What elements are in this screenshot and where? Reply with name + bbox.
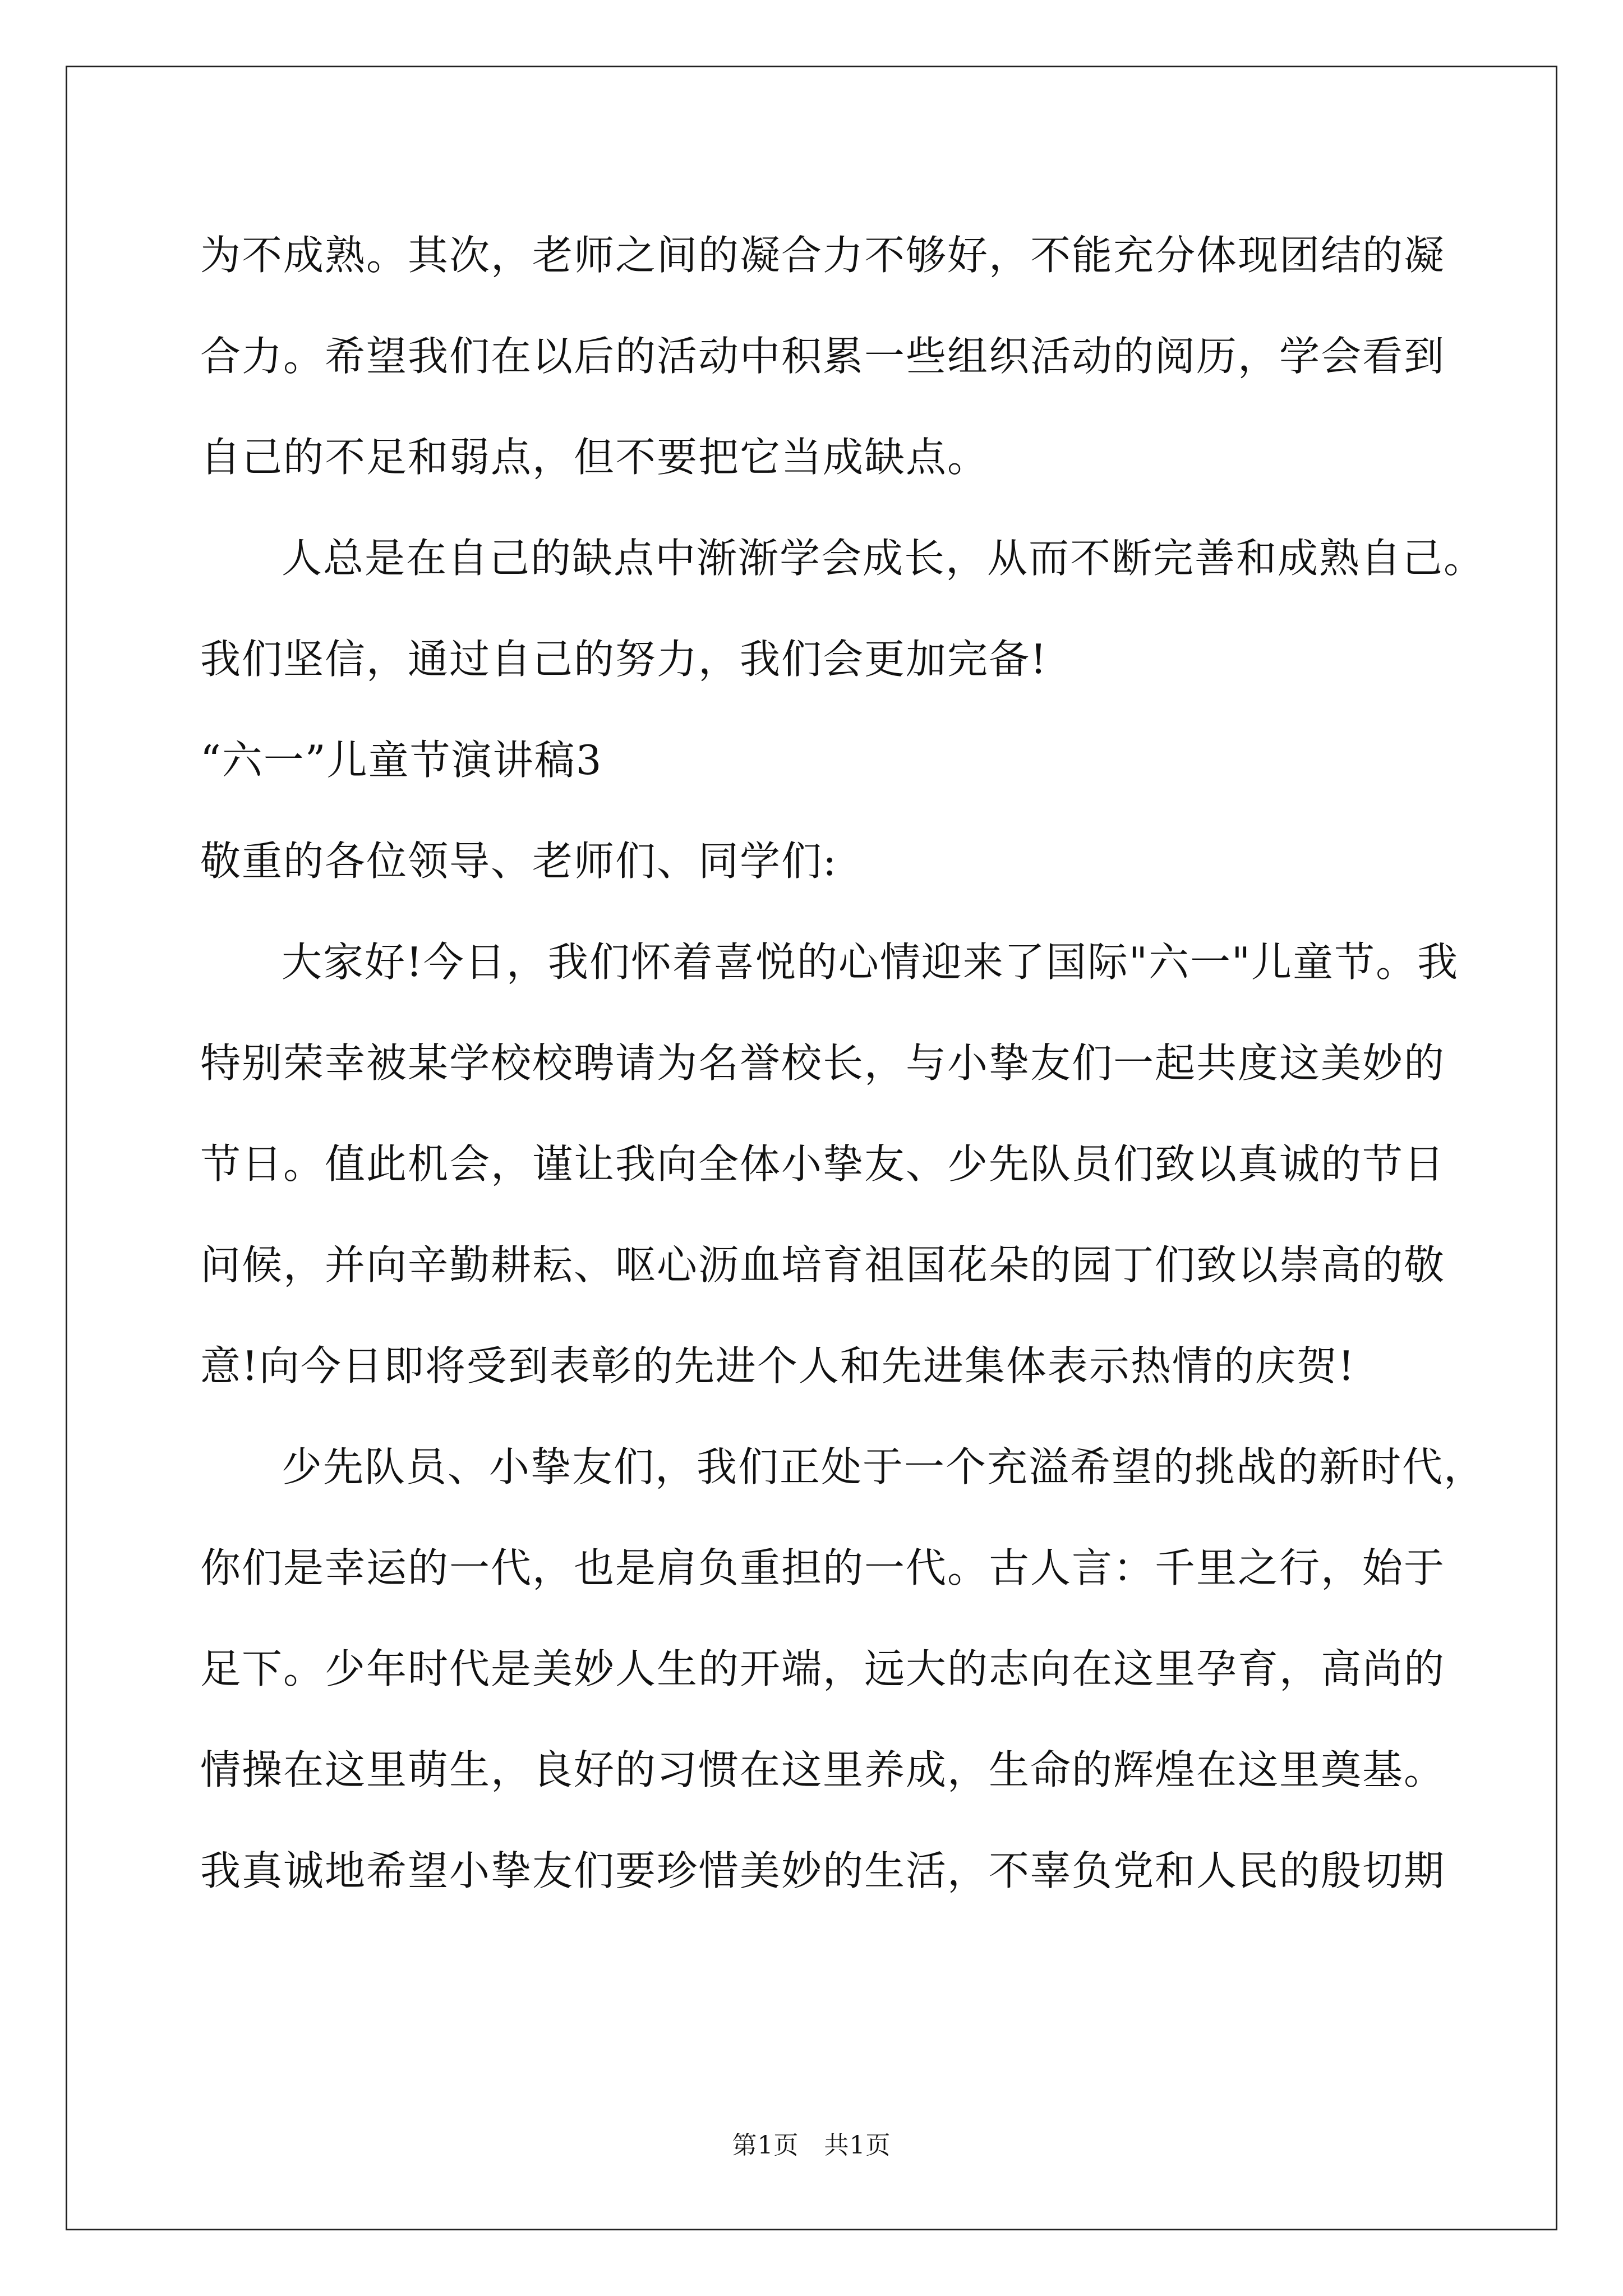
text-line: 我们坚信，通过自己的努力，我们会更加完备! xyxy=(200,636,1048,683)
text-line: 合力。希望我们在以后的活动中积累一些组织活动的阅历，学会看到 xyxy=(200,333,1446,380)
page-footer: 第1页 共1页 xyxy=(732,2131,891,2160)
text-line: 你们是幸运的一代，也是肩负重担的一代。古人言：千里之行，始于 xyxy=(200,1544,1446,1591)
text-line: 节日。值此机会，谨让我向全体小挚友、少先队员们致以真诚的节日 xyxy=(200,1140,1446,1188)
text-line: 我真诚地希望小挚友们要珍惜美妙的生活，不辜负党和人民的殷切期 xyxy=(200,1847,1446,1894)
text-line: 问候，并向辛勤耕耘、呕心沥血培育祖国花朵的园丁们致以崇高的敬 xyxy=(200,1241,1446,1289)
text-line: 人总是在自己的缺点中渐渐学会成长，从而不断完善和成熟自己。 xyxy=(282,535,1486,582)
text-line: 意!向今日即将受到表彰的先进个人和先进集体表示热情的庆贺! xyxy=(200,1342,1355,1389)
salutation: 敬重的各位领导、老师们、同学们: xyxy=(200,838,838,885)
text-line: 特别荣幸被某学校校聘请为名誉校长，与小挚友们一起共度这美妙的 xyxy=(200,1039,1446,1087)
text-line: 情操在这里萌生，良好的习惯在这里养成，生命的辉煌在这里奠基。 xyxy=(200,1746,1446,1793)
section-heading: “六一”儿童节演讲稿3 xyxy=(200,737,603,784)
text-line: 足下。少年时代是美妙人生的开端，远大的志向在这里孕育，高尚的 xyxy=(200,1645,1446,1692)
document-body xyxy=(200,222,1486,1938)
text-line: 为不成熟。其次，老师之间的凝合力不够好，不能充分体现团结的凝 xyxy=(200,232,1446,279)
text-line: 自己的不足和弱点，但不要把它当成缺点。 xyxy=(200,434,989,481)
text-line: 少先队员、小挚友们，我们正处于一个充溢希望的挑战的新时代， xyxy=(282,1443,1486,1490)
text-line: 大家好!今日，我们怀着喜悦的心情迎来了国际"六一"儿童节。我 xyxy=(282,938,1459,986)
